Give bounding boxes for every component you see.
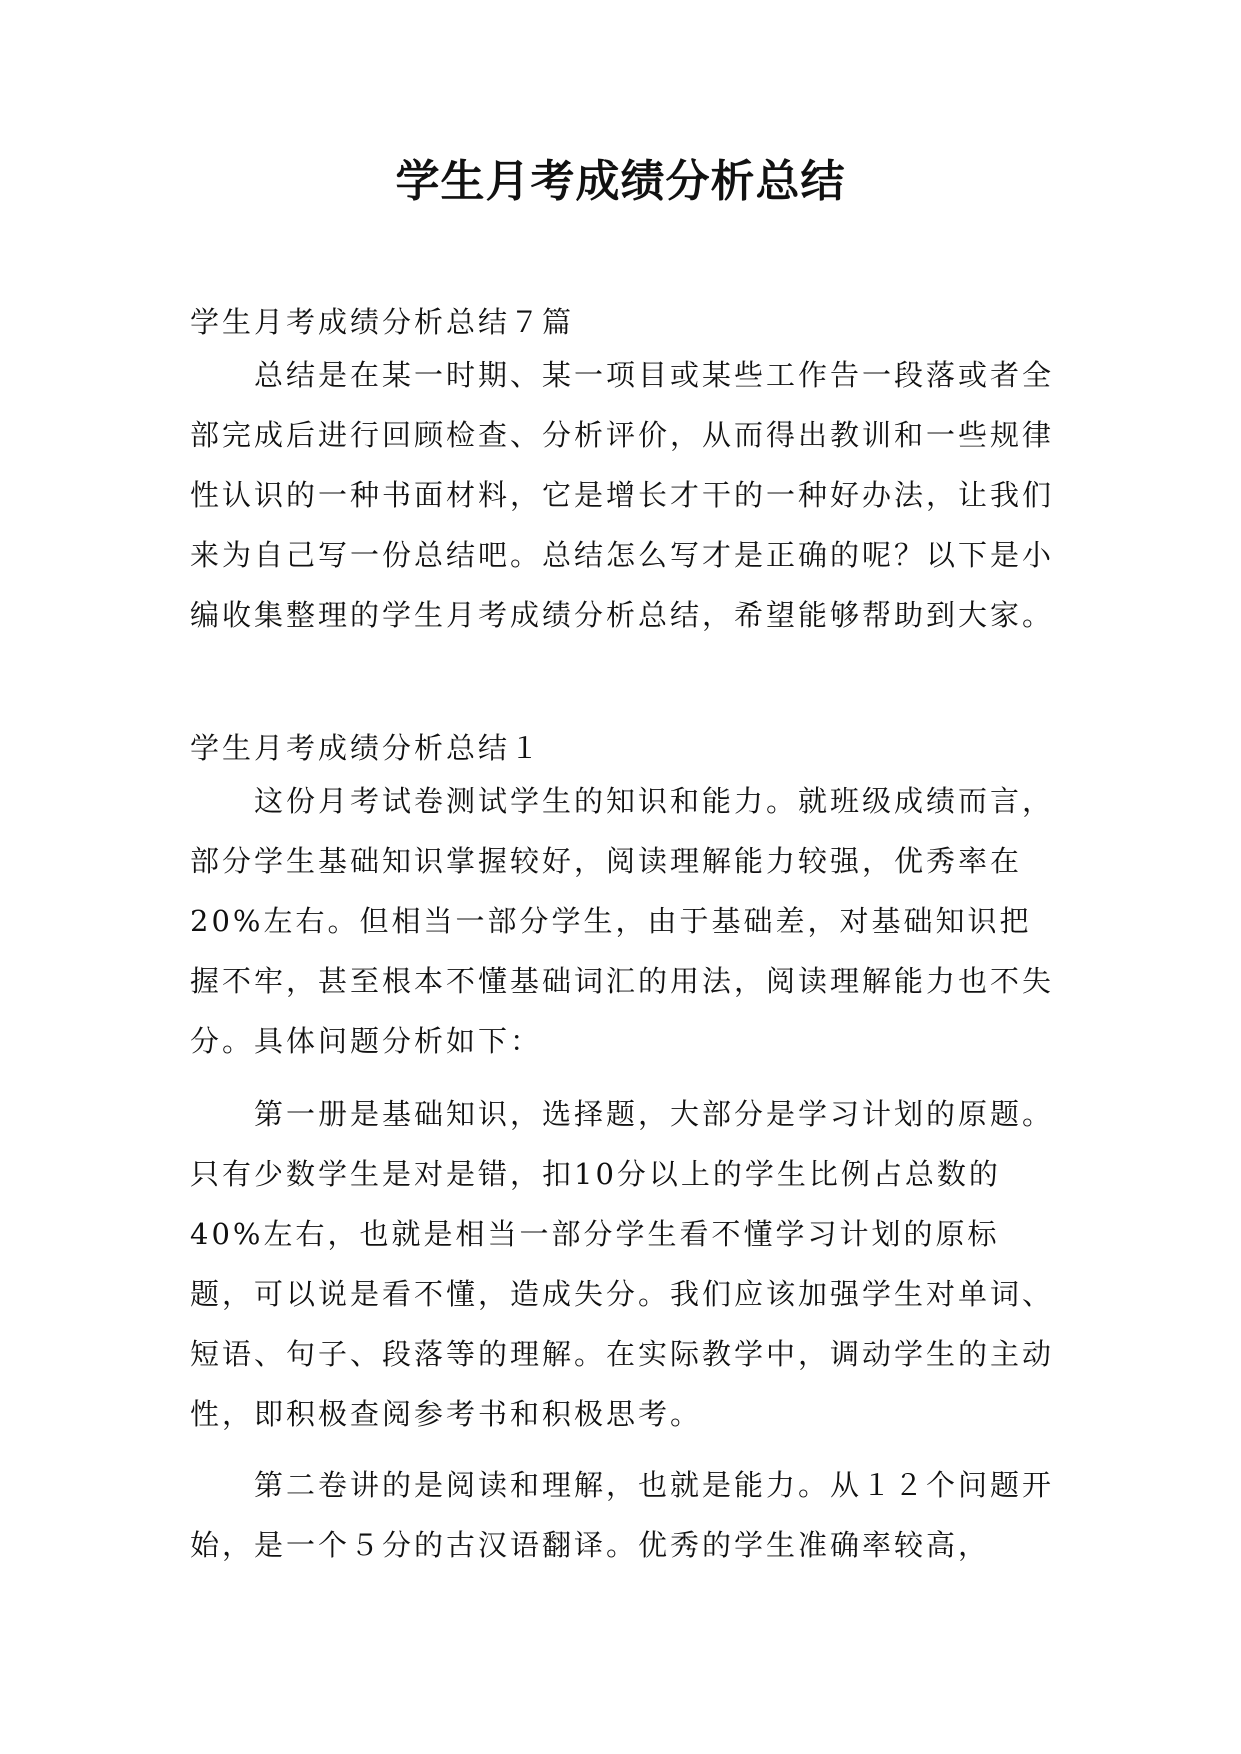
section-1-heading: 学生月考成绩分析总结１ bbox=[190, 731, 543, 765]
section-1-paragraph-3: 第二卷讲的是阅读和理解，也就是能力。从１２个问题开始，是一个５分的古汉语翻译。优秀的学生准确率较高， bbox=[190, 1468, 1055, 1562]
intro-paragraph: 总结是在某一时期、某一项目或某些工作告一段落或者全部完成后进行回顾检查、分析评价，从而得出教训和一些规律性认识的一种书面材料，它是增长才干的一种好办法，让我们来为自己写一份总结吧。总结怎么写才是正确的呢？以下是小编收集整理的学生月考成绩分析总结，希望能够帮助到大家。 bbox=[190, 358, 1055, 632]
document-title: 学生月考成绩分析总结 bbox=[395, 156, 846, 207]
section-1-paragraph-1: 这份月考试卷测试学生的知识和能力。就班级成绩而言，部分学生基础知识掌握较好，阅读理解能力较强，优秀率在20%左右。但相当一部分学生，由于基础差，对基础知识把握不牢，甚至根本不懂基础词汇的用法，阅读理解能力也不失分。具体问题分析如下： bbox=[190, 784, 1055, 1058]
section-1-paragraph-2: 第一册是基础知识，选择题，大部分是学习计划的原题。只有少数学生是对是错，扣10分以上的学生比例占总数的40%左右，也就是相当一部分学生看不懂学习计划的原标题，可以说是看不懂，造成失分。我们应该加强学生对单词、短语、句子、段落等的理解。在实际教学中，调动学生的主动性，即积极查阅参考书和积极思考。 bbox=[190, 1097, 1055, 1431]
document-subheading: 学生月考成绩分析总结７篇 bbox=[190, 305, 575, 339]
